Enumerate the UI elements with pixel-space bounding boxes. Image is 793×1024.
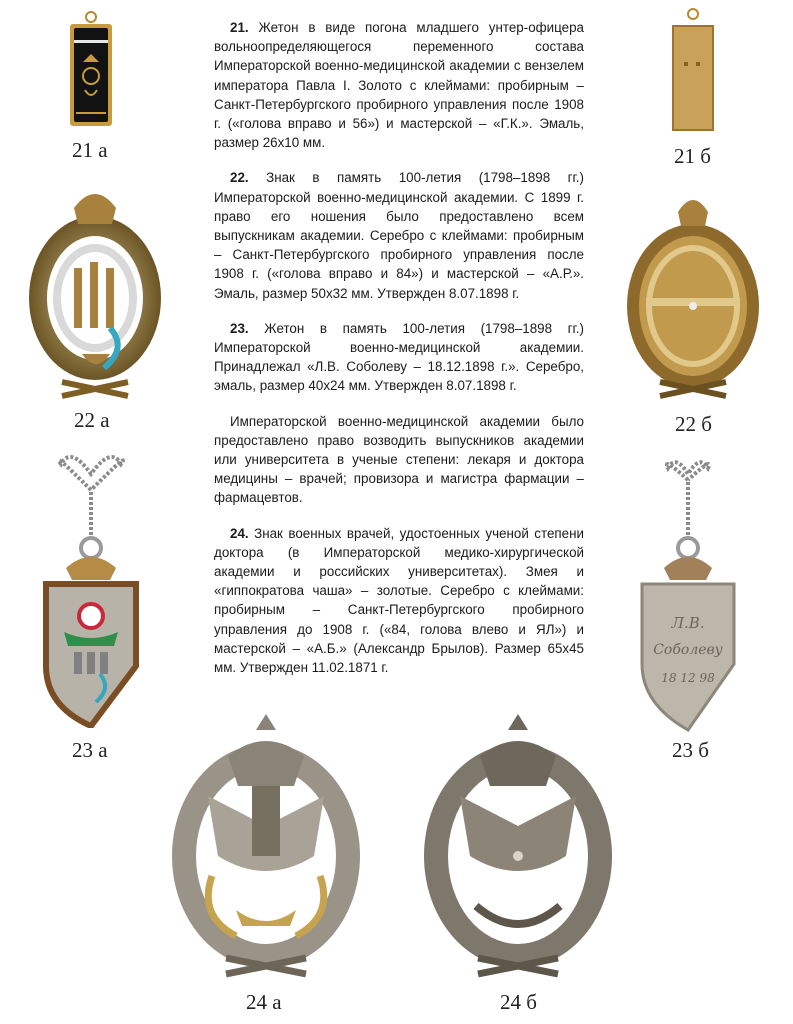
entry-22 <box>214 168 584 302</box>
caption-21b: 21 б <box>674 144 711 168</box>
entry-23 <box>214 319 584 396</box>
badge-23a-image <box>34 446 148 728</box>
badge-24a-image <box>168 706 364 982</box>
badge-21b-image <box>666 6 720 132</box>
caption-23a: 23 а <box>72 738 108 762</box>
caption-23b: 23 б <box>672 738 709 762</box>
badge-22a-image <box>22 178 168 400</box>
caption-21a: 21 а <box>72 138 108 162</box>
entry-text: Знак в память 100-летия (1798–1898 гг.) Императорской военно-медицинской академии. С 1899 г. право его ношения было предоставлено всем выпускникам академии. Серебро с клеймами: пробирным – Санкт-Петербургского пробирного управления после 1908 г. («голова вправо и 84») и мастерской – «А.Р.». Эмаль, размер 50х32 мм. Утвержден 8.07.1898 г. <box>214 170 584 301</box>
entry-number: 23. <box>230 320 249 336</box>
entry-text: Жетон в виде погона младшего унтер-офицера вольноопределяющегося переменного состава Императорской военно-медицинской академии с вензелем императора Павла I. Золото с клеймами: пробирным – Санкт-Петербургского пробирного управления после 1908 г. («голова вправо и 56») и мастерской – «Г.К.». Эмаль, размер 26х10 мм. <box>214 20 584 151</box>
badge-23b-image <box>636 450 740 732</box>
entry-text: Императорской военно-медицинской академии было предоставлено право возводить выпускников академии или университета в ученые степени: лекаря и доктора медицины – врачей; провизора и магистра фармации – фармацевтов. <box>214 413 584 506</box>
engraving-line-3: 18 12 98 <box>661 671 715 685</box>
caption-22a: 22 а <box>74 408 110 432</box>
entry-text: Знак военных врачей, удостоенных ученой степени доктора (в Императорской медико-хирургической академии и российских университетах). Змея и «гиппократова чаша» – золотые. Серебро с клеймами: пробирным – Санкт-Петербургского пробирного управления до 1908 г. («84, голова влево и ЯЛ») и мастерской – «А.Б.» (Александр Брылов). Размер 65х45 мм. Утвержден 11.02.1871 г. <box>214 525 584 676</box>
entry-text: Жетон в память 100-летия (1798–1898 гг.) Императорской военно-медицинской академии. Принадлежал «Л.В. Соболеву – 18.12.1898 г.». Серебро, эмаль, размер 40х24 мм. Утвержден 8.07.1898 г. <box>214 320 584 394</box>
entry-21 <box>214 18 584 152</box>
caption-24a: 24 а <box>246 990 282 1014</box>
badge-21a-image <box>64 10 118 128</box>
engraving-line-2: Соболеву <box>653 642 723 658</box>
badge-22b-image <box>620 182 766 402</box>
entry-24 <box>214 524 584 678</box>
entry-number: 21. <box>230 20 249 35</box>
entry-number: 22. <box>230 170 249 186</box>
engraving-line-1: Л.В. <box>671 614 705 632</box>
entry-note <box>214 412 584 508</box>
catalog-text <box>214 18 584 693</box>
entry-number: 24. <box>230 525 249 541</box>
caption-22b: 22 б <box>675 412 712 436</box>
badge-24b-image <box>420 706 616 982</box>
caption-24b: 24 б <box>500 990 537 1014</box>
